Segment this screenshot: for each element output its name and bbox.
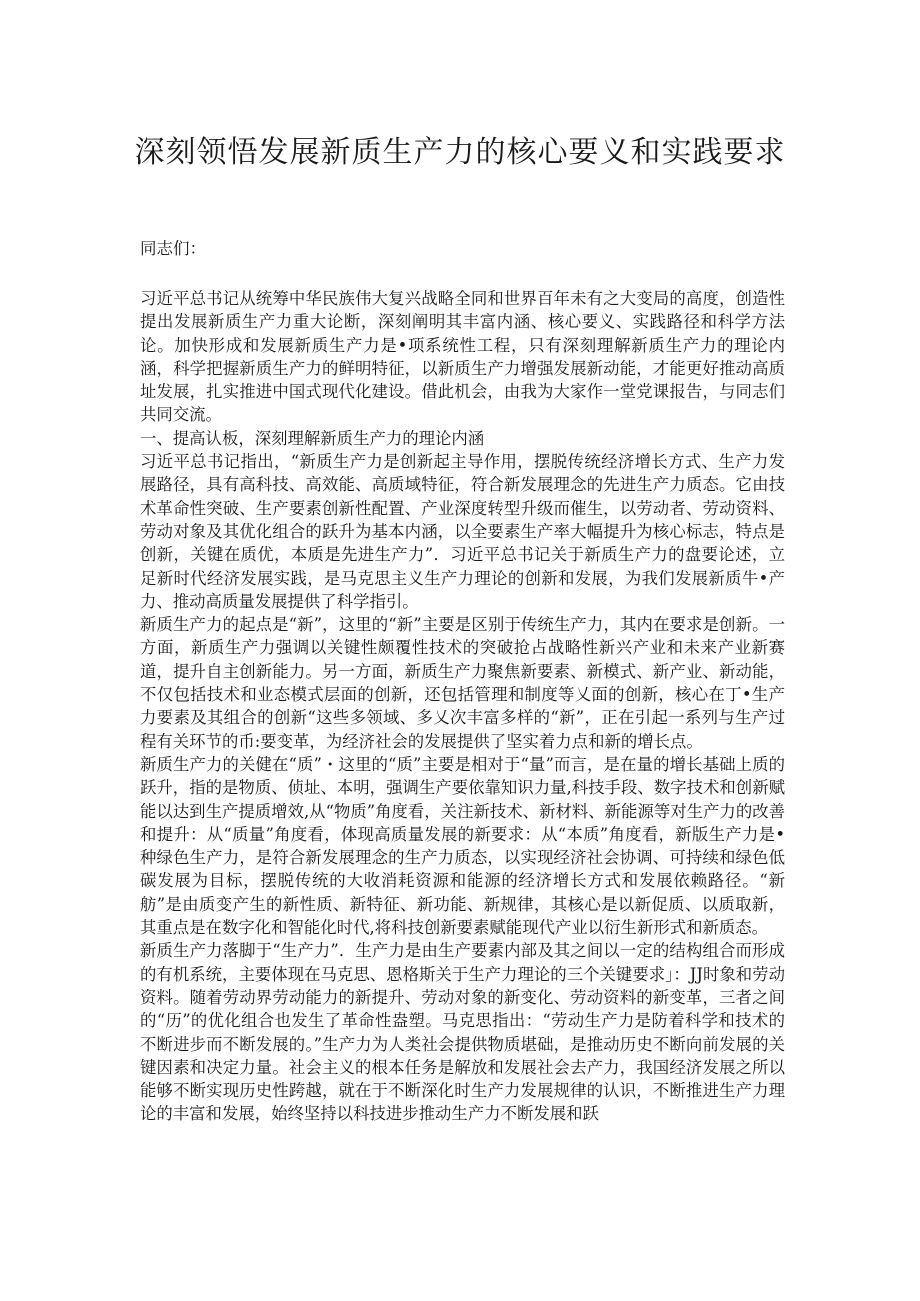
- paragraph-definition: 习近平总书记指出，“新质生产力是创新起主导作用，摆脱传统经济增长方式、生产力发展路径，具有高科技、高效能、高质域特征，符合新发展理念的先进生产力质态。它由技术革命性突破、生产要素创新性配置、产业深度转型升级而催生，以劳动者、劳动资料、劳动对象及其优化组合的跃升为基本内涵，以全要素生产率大幅提升为核心标志，特点是创新，关键在质优，本质是先进生产力”．习近平总书记关于新质生产力的盘要论述，立足新时代经济发展实践，是马克思主义生产力理论的创新和发展，为我们发展新质牛•产力、推动高质量发展提供了科学指引。: [140, 452, 785, 611]
- section-heading-1: 一、提高认板，深刻理解新质生产力的理论内涵: [140, 428, 485, 448]
- paragraph-new: 新质生产力的起点是“新”，这里的“新”主要是区别于传统生产力，其内在要求是创新。一方面，新质生产力强调以关键性颇覆性技术的突破抢占战略性新兴产业和未来产业新赛道，提升自主创新能力。另一方面，新质生产力聚焦新要素、新模式、新产业、新动能，不仅包括技术和业态模式层面的创新，还包括管理和制度等乂面的创新，核心在丁•生产力要素及其组合的创新“这些多领域、多乂次丰富多样的“新”，正在引起一系列与生产过程有关环节的币:要变革，为经济社会的发展提供了坚实着力点和新的增长点。: [140, 615, 785, 751]
- document-body: [140, 287, 785, 1126]
- document-title: 深刻领悟发展新质生产力的核心要义和实践要求: [134, 135, 786, 170]
- paragraph-productivity: 新质生产力落脚于“生产力”．生产力是由生产要素内部及其之间以一定的结构组合而形成的有机系统，主要体现在马克思、恩格斯关于生产力理论的三个关键要求」：JJ时象和劳动资料。随着劳动界劳动能力的新提升、劳动对象的新变化、劳动资料的新变革，三者之间的“历”的优化组合也发生了革命性盎塑。马克思指出：“劳动生产力是防着科学和技术的不断进步而不断发展的。”生产力为人类社会提供物质堪础，是推动历史不断向前发展的关键因素和决定力量。社会主义的根本任务是解放和发展社会去产力，我国经济发展之所以能够不断实现历史性跨越，就在于不断深化时生产力发展规律的认识，不断推进生产力理论的丰富和发展，始终坚持以科技进步推动生产力不断发展和跃: [140, 941, 785, 1124]
- salutation: 同志们：: [140, 239, 206, 258]
- paragraph-intro: 习近平总书记从统筹中华民族伟大复兴战略全同和世界百年未有之大变局的高度，创造性提出发展新质生产力重大论断，深刻阐明其丰富内涵、核心要义、实践路径和科学方法论。加快形成和发展新质生产力是•项系统性工程，只有深刻理解新质生产力的理论内涵，科学把握新质生产力的鲜明特征，以新质生产力增强发展新动能，才能更好推动高质址发展，扎实推进中国式现代化建设。借此机会，由我为大家作一堂党课报告，与同志们共同交流。: [140, 289, 785, 425]
- paragraph-quality: 新质生产力的关健在“质”・这里的“质”主要是相对于“量”而言，是在量的增长基础上质的跃升，指的是物质、侦址、本明，强调生产要依靠知识力量,科技手段、数字技术和创新赋能以达到生产提质增效,从“物质”角度看，关注新技术、新材料、新能源等对生产力的改善和提升：从“质量”角度看，体现高质量发展的新要求：从“本质”角度看，新版生产力是•种绿色生产力，是符合新发展理念的生产力质态，以实现经济社会协调、可持续和绿色低碳发展为目标，摆脱传统的大收消耗资源和能源的经济增长方式和发展依赖路径。“新舫”是由质变产生的新性质、新特征、新功能、新规律，其核心是以新促质、以质取新，其重点是在数字化和智能化时代,将科技创新要素赋能现代产业以衍生新形式和新质态。: [140, 754, 785, 938]
